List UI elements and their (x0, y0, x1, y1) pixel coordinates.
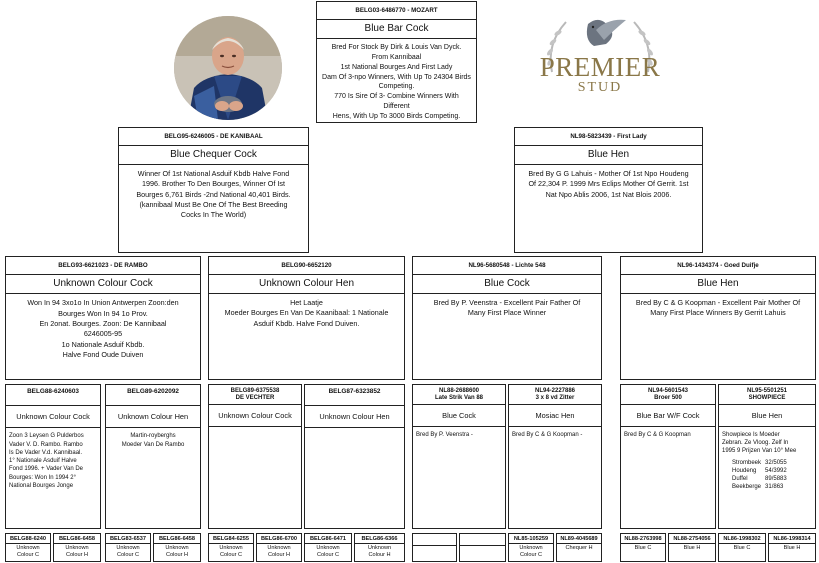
ring-number: NL96-1434374 - Goed Duifje (677, 262, 759, 269)
bird-name: Blue Bar W/F Cock (621, 404, 715, 422)
ring-number: NL96-5680548 - Lichte 548 (468, 262, 546, 269)
grandparent-card (620, 256, 816, 380)
bird-name: Blue Bar Cock (317, 19, 476, 34)
bird-description: Zoon 3 Leysen G Pulderbos Vader V. D. Rambo. Rambo Is De Vader V.d. Kannibaal. 1° Nationale Asduif Halve Fond 1996. + Vader Van De Bourges: Won In 1994 2° National Bourges Jonge (6, 427, 100, 490)
dam-card (514, 127, 703, 253)
bird-description: Het Laatje Moeder Bourges En Van De Kaanibaal: 1 Nationale Asduif Kbdb. Halve Fond Duiven. (209, 293, 404, 329)
bird-description: Showpiece Is Moeder Zebran. Ze Vloog. Zelf In 1995 9 Prijzen Van 10° Mee Strombeek 32/5055 Houdeng 54/3992 Duffel 89/5883 Beekberge 31/863 (719, 426, 815, 491)
ring-number: BELG88-6240603 (27, 388, 79, 395)
ancestor-card-empty (412, 533, 457, 562)
ancestor-card: NL89-4045689 Chequer H (556, 533, 602, 562)
great-grandparent-card (508, 384, 602, 529)
ring-number: NL95-5501251 SHOWPIECE (746, 388, 788, 401)
bird-description: Winner Of 1st National Asduif Kbdb Halve Fond 1996. Brother To Den Bourges, Winner Of Ist Bourges 6,761 Birds -2nd National 40,401 Birds. (kannibaal Must Be One Of The Best Breeding Cocks In The World) (119, 164, 308, 220)
race-result-row: Strombeek 32/5055 (732, 459, 787, 466)
great-grandparent-card (620, 384, 716, 529)
owner-photo (174, 16, 282, 120)
bird-description: Won In 94 3xo1o In Union Antwerpen Zoon:den Bourges Won In 94 1o Prov. En 2onat. Bourges. Zoon: De Kannibaal 6246005-95 1o Nationale Asduif Kbdb. Halve Fond Oude Duiven (6, 293, 200, 361)
grandparent-card (412, 256, 602, 380)
ring-number: BELG89-6202092 (127, 388, 179, 395)
bird-name: Unknown Colour Hen (305, 405, 404, 423)
grandparent-card (5, 256, 201, 380)
race-result-row: Houdeng 54/3992 (732, 467, 787, 474)
bird-name: Blue Chequer Cock (119, 145, 308, 160)
race-result-row: Beekberge 31/863 (732, 483, 784, 490)
bird-name: Unknown Colour Cock (209, 404, 301, 422)
grandparent-card (208, 256, 405, 380)
ancestor-card: BELG86-6458 Unknown Colour H (153, 533, 201, 562)
subject-bird-card (316, 1, 477, 123)
ancestor-card: BELG86-6458 Unknown Colour H (53, 533, 101, 562)
great-grandparent-card (412, 384, 506, 529)
ring-number: BELG03-6486770 - MOZART (355, 7, 438, 14)
bird-description: Bred By P. Veenstra - Excellent Pair Father Of Many First Place Winner (413, 293, 601, 318)
ancestor-card-empty (459, 533, 506, 562)
ring-number: BELG95-6246005 - DE KANIBAAL (164, 133, 263, 140)
great-grandparent-card (5, 384, 101, 529)
bird-description: Bred For Stock By Dirk & Louis Van Dyck. From Kannibaal 1st National Bourges And First Lady Dam Of 3-npo Winners, With Up To 24304 Birds Competing. 770 Is Sire Of 3- Combine Winners With Different Hens, With Up To 3000 Birds Competing. (317, 38, 476, 121)
bird-description: Bred By C & G Koopman (621, 426, 715, 439)
bird-name: Unknown Colour Hen (209, 274, 404, 289)
bird-description: Bred By G G Lahuis - Mother Of 1st Npo Houdeng Of 22,304 P. 1999 Mrs Eclips Mother Of Gerrit. 1st Nat Npo Ablis 2006, 1st Nat Blois 2006. (515, 164, 702, 200)
great-grandparent-card (718, 384, 816, 529)
race-results-table (730, 459, 789, 491)
great-grandparent-card (208, 384, 302, 529)
logo-word-premier: PREMIER (539, 52, 661, 82)
bird-name: Unknown Colour Cock (6, 405, 100, 423)
ring-number: BELG93-6621023 - DE RAMBO (58, 262, 148, 269)
ancestor-card: NL85-105259 Unknown Colour C (508, 533, 554, 562)
ring-number: NL94-2227886 3 x 8 vd Zitter (534, 388, 576, 401)
logo-word-stud: STUD (577, 80, 623, 95)
race-result-row: Duffel 89/5883 (732, 475, 787, 482)
ancestor-card: NL88-2763998 Blue C (620, 533, 666, 562)
bird-description: Bred By C & G Koopman - (509, 426, 601, 439)
bird-name: Blue Cock (413, 274, 601, 289)
bird-name: Unknown Colour Hen (106, 405, 200, 423)
ancestor-card: BELG86-6700 Unknown Colour H (256, 533, 302, 562)
bird-description: Bred By P. Veenstra - (413, 426, 505, 439)
great-grandparent-card (304, 384, 405, 529)
ring-number: NL94-5601543 Broer 500 (647, 388, 689, 401)
sire-card (118, 127, 309, 253)
ancestor-card: BELG86-6366 Unknown Colour H (354, 533, 405, 562)
ring-number: BELG87-6323852 (328, 388, 381, 395)
bird-name: Blue Hen (515, 145, 702, 160)
bird-description: Martin-royberghs Moeder Van De Rambo (106, 427, 200, 449)
bird-name: Blue Hen (719, 404, 815, 422)
premier-stud-logo (536, 10, 664, 100)
ancestor-card: NL86-1998302 Blue C (718, 533, 766, 562)
ancestor-card: NL86-1998314 Blue H (768, 533, 816, 562)
bird-name: Mosiac Hen (509, 404, 601, 422)
bird-name: Blue Hen (621, 274, 815, 289)
ancestor-card: BELG86-6471 Unknown Colour C (304, 533, 352, 562)
ancestor-card: NL88-2754056 Blue H (668, 533, 716, 562)
ring-number: NL88-2688600 Late Strik Van 88 (434, 388, 484, 401)
great-grandparent-card (105, 384, 201, 529)
ring-number: BELG89-6375538 DE VECHTER (230, 388, 280, 401)
ancestor-card: BELG83-6537 Unknown Colour C (105, 533, 151, 562)
ancestor-card: BELG88-6240 Unknown Colour C (5, 533, 51, 562)
ring-number: NL98-5823439 - First Lady (570, 133, 647, 140)
bird-description (305, 427, 404, 432)
pigeon-icon (587, 20, 626, 46)
bird-name: Unknown Colour Cock (6, 274, 200, 289)
ring-number: BELG90-6652120 (281, 262, 332, 269)
bird-description (209, 426, 301, 431)
bird-description: Bred By C & G Koopman - Excellent Pair Mother Of Many First Place Winners By Gerrit Lahuis (621, 293, 815, 318)
bird-name: Blue Cock (413, 404, 505, 422)
ancestor-card: BELG84-6255 Unknown Colour C (208, 533, 254, 562)
person-photo-illustration (174, 16, 282, 120)
